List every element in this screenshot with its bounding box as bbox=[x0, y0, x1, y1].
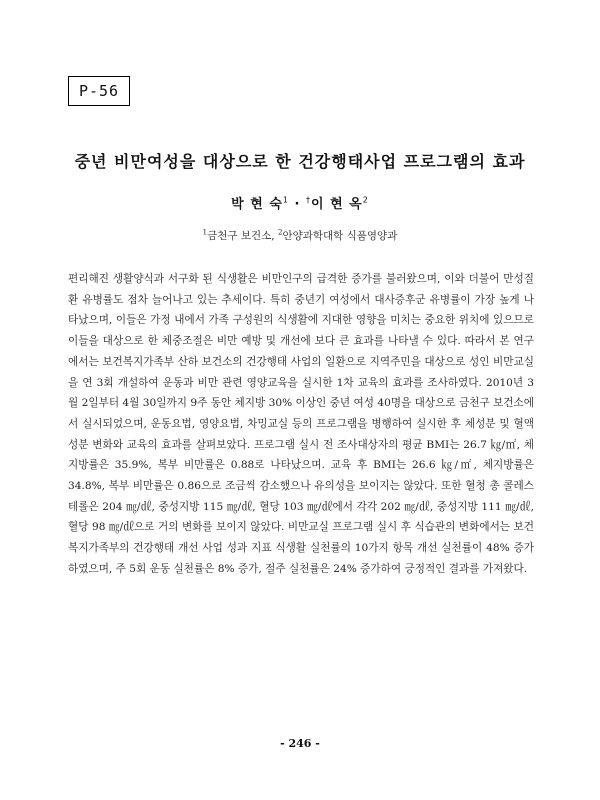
abstract-paragraph: 편리해진 생활양식과 서구화 된 식생활은 비만인구의 급격한 증가를 불러왔으며, 이와 더불어 만성질환 유병률도 점차 늘어나고 있는 추세이다. 특히 중년기 여성에서 대사증후군 유병률이 가장 높게 나타났으며, 이들은 가정 내에서 가족 구성원의 식생활에 지대한 영향을 미치는 중요한 위치에 있으므로 이들을 대상으로 한 체중조절은 비만 예방 및 개선에 보다 큰 효과를 나타낼 수 있다. 따라서 본 연구에서는 보건복지가족부 산하 보건소의 건강행태 사업의 일환으로 지역주민을 대상으로 성인 비만교실을 연 3회 개설하여 운동과 비만 관련 영양교육을 실시한 1차 교육의 효과를 조사하였다. 2010년 3월 2일부터 4월 30일까지 9주 동안 체지방 30% 이상인 중년 여성 40명을 대상으로 금천구 보건소에서 실시되었으며, 운동요법, 영양요법, 차밍교실 등의 프로그램을 병행하여 실시한 후 체성분 및 혈액 성분 변화와 교육의 효과를 살펴보았다. 프로그램 실시 전 조사대상자의 평균 BMI는 26.7 ㎏/㎡, 체지방률은 35.9%, 복부 비만률은 0.88로 나타났으며. 교육 후 BMI는 26.6 ㎏/㎡, 체지방률은 34.8%, 복부 비만률은 0.86으로 조금씩 감소했으나 유의성을 보이지는 않았다. 또한 혈청 총 콜레스테롤은 204 ㎎/㎗, 중성지방 115 ㎎/㎗, 혈당 103 ㎎/㎗에서 각각 202 ㎎/㎗, 중성지방 111 ㎎/㎗, 혈당 98 ㎎/㎗으로 거의 변화를 보이지 않았다. 비만교실 프로그램 실시 후 식습관의 변화에서는 보건복지가족부의 건강행태 개선 사업 성과 지표 식생활 실천률의 10가지 항목 개선 실천률이 48% 증가하였으며, 주 5회 운동 실천률은 8% 증가, 절주 실천률은 24% 증가하여 긍정적인 결과를 가져왔다. bbox=[68, 273, 534, 575]
author-name: 박 현 숙 bbox=[231, 197, 283, 212]
affiliation-mark: 1 bbox=[202, 228, 208, 237]
page-number: - 246 - bbox=[280, 737, 320, 750]
affiliation-text: 안양과학대학 식품영양과 bbox=[282, 230, 398, 242]
affiliation-text: 금천구 보건소, bbox=[207, 230, 278, 242]
poster-code-box: P-56 bbox=[68, 76, 130, 106]
author-name: 이 현 옥 bbox=[311, 197, 363, 212]
author-separator: · bbox=[289, 197, 306, 212]
author-affiliation-mark: 2 bbox=[362, 195, 369, 205]
paper-title: 중년 비만여성을 대상으로 한 건강행태사업 프로그램의 효과 bbox=[74, 152, 526, 171]
corresponding-author-mark: † bbox=[306, 195, 311, 205]
author-affiliation-mark: 1 bbox=[282, 195, 289, 205]
affiliation-line bbox=[0, 228, 600, 243]
author-line bbox=[0, 193, 600, 212]
affiliation-mark: 2 bbox=[277, 228, 283, 237]
